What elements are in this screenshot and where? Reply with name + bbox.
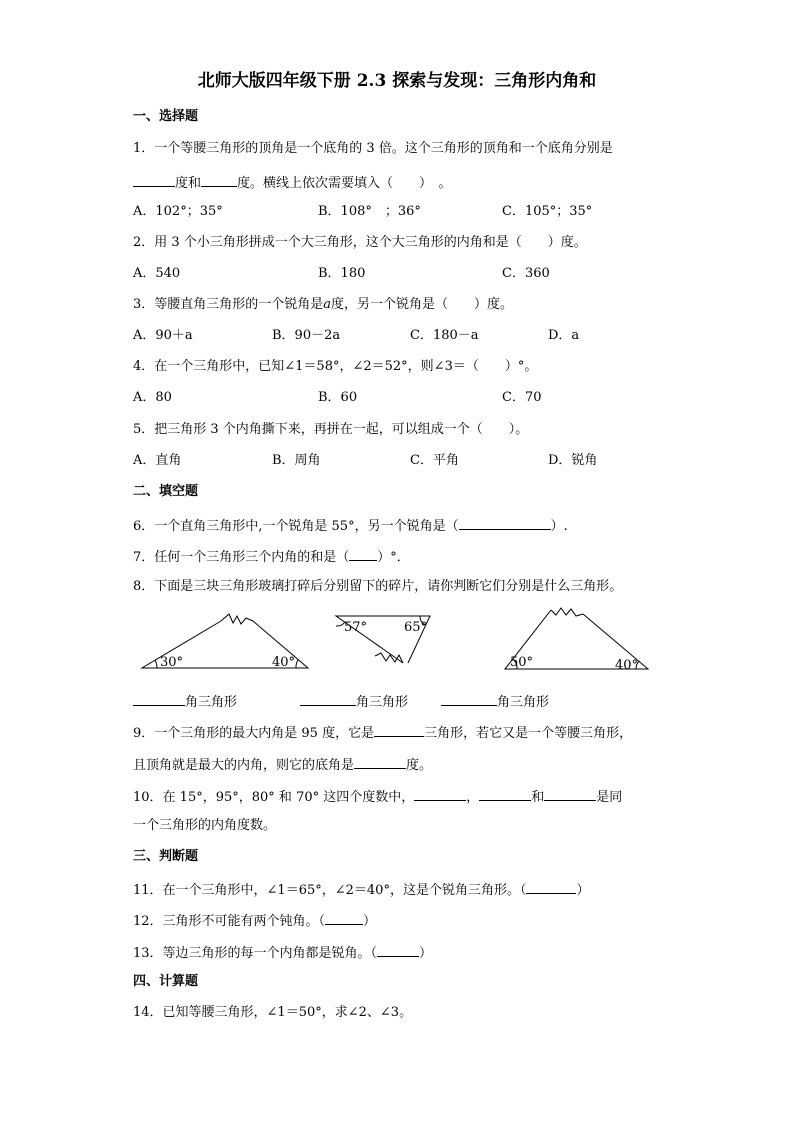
answer-label: 角三角形	[356, 695, 409, 710]
option-c[interactable]: C．105°；35°	[502, 204, 593, 219]
fragment-3	[505, 608, 648, 673]
answer-blank[interactable]	[441, 691, 497, 706]
page-title: 北师大版四年级下册 2.3 探索与发现：三角形内角和	[197, 71, 597, 91]
fragment-2-left-angle: 57°	[344, 620, 368, 635]
question-13-text-a: 13．等边三角形的每一个内角都是锐角。（	[133, 946, 378, 961]
answer-blank[interactable]	[479, 786, 531, 801]
separator: ，	[466, 790, 480, 805]
option-c[interactable]: C．70	[502, 390, 542, 405]
question-3-text-a: 3．等腰直角三角形的一个锐角是	[133, 297, 324, 312]
question-13-text-b: ）	[419, 946, 433, 961]
question-12-text-b: ）	[363, 914, 377, 929]
option-d[interactable]: D．a	[548, 328, 580, 343]
option-a[interactable]: A．102°；35°	[133, 204, 223, 219]
question-9-line1	[133, 722, 632, 743]
question-6-text-b: ）.	[550, 519, 568, 534]
question-12-text-a: 12．三角形不可能有两个钝角。（	[133, 914, 326, 929]
answer-label: 角三角形	[497, 695, 550, 710]
question-8-text: 8．下面是三块三角形玻璃打碎后分别留下的碎片，请你判断它们分别是什么三角形。	[133, 579, 623, 594]
answer-label: 角三角形	[185, 695, 238, 710]
answer-blank[interactable]	[201, 172, 237, 187]
section-heading-fill: 二、填空题	[133, 484, 199, 499]
answer-blank[interactable]	[526, 879, 576, 894]
question-7-text-b: ）°．	[377, 550, 410, 565]
question-6-text	[133, 515, 568, 536]
question-14-text: 14．已知等腰三角形，∠1＝50°，求∠2、∠3。	[133, 1005, 413, 1020]
option-d[interactable]: D．锐角	[548, 453, 598, 468]
question-9-text-c: 且顶角就是最大的内角，则它的底角是	[133, 758, 355, 773]
question-7-text-a: 7．任何一个三角形三个内角的和是（	[133, 550, 350, 565]
glass-fragments-figure	[133, 606, 653, 676]
option-a[interactable]: A．540	[133, 266, 181, 281]
fragment-1	[142, 614, 308, 670]
question-9-text-b: 三角形，若它又是一个等腰三角形，	[424, 726, 633, 741]
option-b[interactable]: B．90－2a	[272, 328, 341, 343]
option-a[interactable]: A．80	[133, 390, 172, 405]
question-1-line2	[133, 172, 452, 193]
answer-blank[interactable]	[354, 754, 406, 769]
option-b[interactable]: B．180	[318, 266, 366, 281]
option-a[interactable]: A．直角	[133, 453, 182, 468]
section-heading-judge: 三、判断题	[133, 849, 199, 864]
section-heading-calc: 四、计算题	[133, 974, 199, 989]
option-c[interactable]: C．180－a	[410, 328, 479, 343]
fragment-2-answer	[300, 691, 408, 712]
question-13-text	[133, 942, 432, 963]
question-11-text-b: ）	[576, 883, 590, 898]
question-10-line2: 一个三角形的内角度数。	[133, 818, 277, 833]
question-10-text-a: 10．在 15°，95°，80° 和 70° 这四个度数中，	[133, 790, 415, 805]
fragment-3-answer	[441, 691, 549, 712]
fragment-1-right-angle: 40°	[272, 655, 296, 670]
section-heading-choice: 一、选择题	[133, 109, 199, 124]
question-9-text-d: 度。	[406, 758, 433, 773]
question-9-text-a: 9．一个三角形的最大内角是 95 度，它是	[133, 726, 375, 741]
question-1-text: 1．一个等腰三角形的顶角是一个底角的 3 倍。这个三角形的顶角和一个底角分别是	[133, 141, 613, 156]
answer-blank[interactable]	[349, 546, 377, 561]
question-1-text-b: 度。横线上依次需要填入（ ） 。	[237, 176, 452, 191]
fragment-3-right-angle: 40°	[615, 658, 639, 673]
question-6-text-a: 6．一个直角三角形中,一个锐角是 55°，另一个锐角是（	[133, 519, 459, 534]
option-c[interactable]: C．360	[502, 266, 550, 281]
answer-blank[interactable]	[459, 515, 551, 530]
question-2-text: 2．用 3 个小三角形拼成一个大三角形，这个大三角形的内角和是（ ）度。	[133, 235, 587, 250]
question-7-text	[133, 546, 410, 567]
answer-blank[interactable]	[133, 172, 175, 187]
option-b[interactable]: B．周角	[272, 453, 321, 468]
fragment-1-answer	[133, 691, 237, 712]
question-4-text: 4．在一个三角形中，已知∠1＝58°，∠2＝52°，则∠3＝（ ）°。	[133, 359, 538, 374]
answer-blank[interactable]	[374, 722, 424, 737]
option-c[interactable]: C．平角	[410, 453, 459, 468]
question-5-text: 5．把三角形 3 个内角撕下来，再拼在一起，可以组成一个（ ）。	[133, 422, 529, 437]
question-3-text-b: 度，另一个锐角是（ ）度。	[331, 297, 514, 312]
answer-blank[interactable]	[300, 691, 356, 706]
variable-a: a	[323, 297, 332, 312]
question-1-text-a: 度和	[175, 176, 202, 191]
separator: 和	[531, 790, 545, 805]
option-a[interactable]: A．90＋a	[133, 328, 193, 343]
fragment-3-left-angle: 50°	[510, 655, 534, 670]
fragment-2-right-angle: 65°	[404, 620, 428, 635]
question-10-text-b: 是同	[596, 790, 623, 805]
answer-blank[interactable]	[325, 910, 363, 925]
fragment-2	[336, 616, 430, 663]
option-b[interactable]: B．60	[318, 390, 358, 405]
question-12-text	[133, 910, 376, 931]
question-11-text	[133, 879, 589, 900]
question-10-line1	[133, 786, 622, 807]
option-b[interactable]: B．108° ；36°	[318, 204, 421, 219]
answer-blank[interactable]	[377, 942, 419, 957]
question-11-text-a: 11．在一个三角形中，∠1＝65°，∠2＝40°，这是个锐角三角形。（	[133, 883, 527, 898]
answer-blank[interactable]	[544, 786, 596, 801]
answer-blank[interactable]	[414, 786, 466, 801]
fragment-1-left-angle: 30°	[160, 655, 184, 670]
question-3-text	[133, 296, 513, 314]
answer-blank[interactable]	[133, 691, 185, 706]
question-9-line2	[133, 754, 432, 775]
